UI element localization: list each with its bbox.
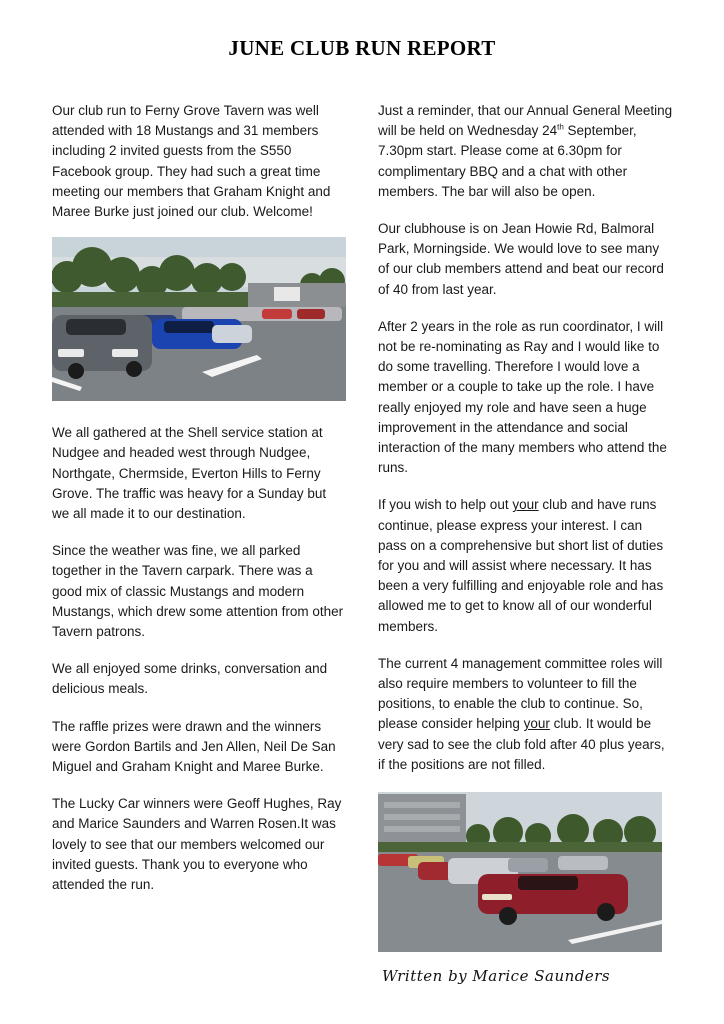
paragraph-help-out: If you wish to help out your club and have runs continue, please express your interest. I can pass on a comprehensive but short list of duties for you and will assist where necessary. It has been a very fulfilling and enjoyable role and has allowed me to get to know all of our wonderful members. [378, 497, 664, 634]
paragraph-committee: The current 4 management committee roles will also require members to volunteer to fill the positions, to enable the club to continue. So, please consider helping your club. It would be very sad to see the club fold after 40 plus years, if the positions are not filled. [378, 655, 665, 772]
paragraph-meals: We all enjoyed some drinks, conversation and delicious meals. [52, 661, 328, 697]
carpark-photo-modern-mustangs [52, 237, 346, 401]
paragraph-gathering: We all gathered at the Shell service station at Nudgee and headed west through Nudgee, Northgate, Chermside, Everton Hills to Ferny Grove. The traffic was heavy for a Sunday but we all made it to our destination. [52, 425, 327, 522]
right-column [378, 101, 674, 952]
paragraph-intro: Our club run to Ferny Grove Tavern was well attended with 18 Mustangs and 31 members including 2 invited guests from the S550 Facebook group. They had such a great time meeting our members that Graham Knight and Maree Burke just joined our club. Welcome! [52, 103, 331, 220]
left-column [52, 101, 346, 912]
paragraph-clubhouse: Our clubhouse is on Jean Howie Rd, Balmoral Park, Morningside. We would love to see many of our club members attend and beat our record of 40 from last year. [378, 221, 664, 297]
paragraph-agm: Just a reminder, that our Annual General Meeting will be held on Wednesday 24th September, 7.30pm start. Please come at 6.30pm for complimentary BBQ and a chat with other members. The bar will also be open. [378, 103, 673, 199]
paragraph-coordinator: After 2 years in the role as run coordinator, I will not be re-nominating as Ray and I would like to do some travelling. Therefore I would love a member or a couple to take up the role. I have really enjoyed my role and have seen a huge improvement in the attendance and social interaction of the many members who attend the runs. [378, 318, 667, 476]
paragraph-lucky-car: The Lucky Car winners were Geoff Hughes, Ray and Marice Saunders and Warren Rosen.It was lovely to see that our members welcomed our invited guests. Thank you to everyone who attended the run. [52, 796, 342, 893]
paragraph-weather: Since the weather was fine, we all parked together in the Tavern carpark. There was a good mix of classic Mustangs and modern Mustangs, which drew some attention from other Tavern patrons. [52, 543, 344, 640]
page-title: JUNE CLUB RUN REPORT [228, 36, 496, 60]
signature: Written by Marice Saunders [382, 967, 611, 985]
carpark-photo-classic-mustangs [378, 792, 662, 952]
paragraph-raffle: The raffle prizes were drawn and the winners were Gordon Bartils and Jen Allen, Neil De San Miguel and Graham Knight and Maree Burke. [52, 718, 336, 775]
